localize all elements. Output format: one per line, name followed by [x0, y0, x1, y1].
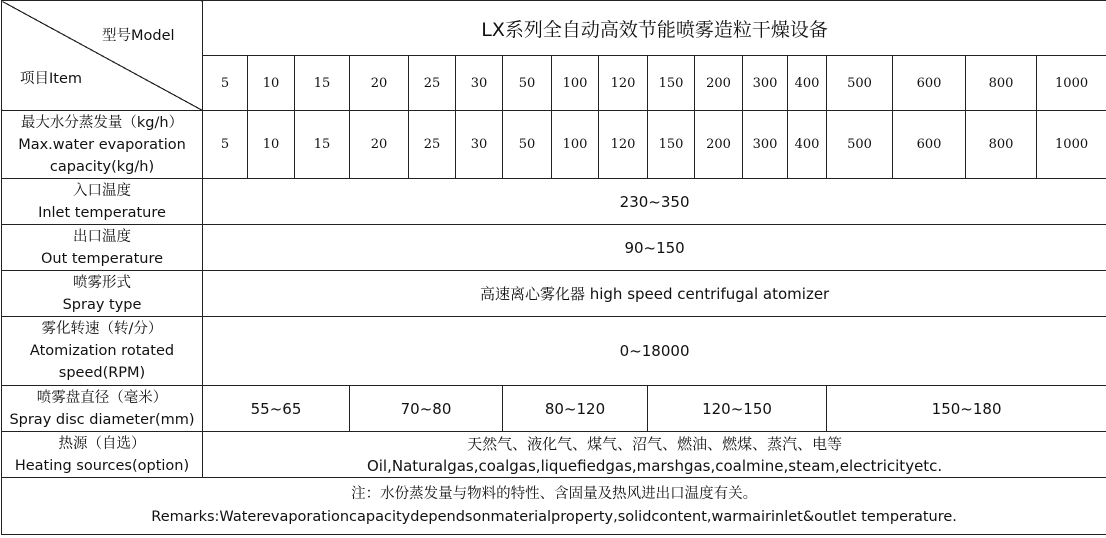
heating-row [2, 432, 1106, 478]
item-header-label: 项目Item [20, 71, 83, 87]
label-line: speed(RPM) [58, 365, 146, 381]
label-line: Spray disc diameter(mm) [9, 411, 195, 428]
model-cell: 400 [788, 56, 827, 111]
remarks-row [2, 478, 1106, 535]
heating-value [203, 432, 1106, 478]
spray-type-value: 高速离心雾化器 high speed centrifugal atomizer [203, 271, 1106, 317]
rpm-value: 0~18000 [203, 317, 1106, 386]
title-row [2, 1, 1106, 56]
rpm-row [2, 317, 1106, 386]
label-line: 出口温度 [73, 228, 131, 245]
label-line: 热源（自选） [58, 435, 146, 452]
model-cell: 25 [409, 56, 456, 111]
evaporation-value: 5 [203, 111, 248, 179]
model-cell: 20 [350, 56, 409, 111]
model-header-label: 型号Model [102, 28, 175, 44]
table-title: LX系列全自动高效节能喷雾造粒干燥设备 [203, 1, 1106, 56]
model-cell: 100 [552, 56, 599, 111]
evaporation-value: 25 [409, 111, 456, 179]
evaporation-label [2, 111, 203, 179]
evaporation-value: 800 [966, 111, 1037, 179]
label-line: 最大水分蒸发量（kg/h） [20, 114, 184, 131]
evaporation-value: 600 [893, 111, 966, 179]
evaporation-value: 20 [350, 111, 409, 179]
disc-value: 80~120 [503, 386, 648, 432]
inlet-value: 230~350 [203, 179, 1106, 225]
evaporation-value: 10 [248, 111, 295, 179]
header-diagonal-cell [2, 1, 203, 111]
evaporation-value: 15 [295, 111, 350, 179]
model-cell: 120 [599, 56, 648, 111]
remark-line-cn: 注：水份蒸发量与物料的特性、含固量及热风进出口温度有关。 [351, 486, 758, 502]
disc-value: 70~80 [350, 386, 503, 432]
spec-table [1, 0, 1106, 535]
model-cell: 5 [203, 56, 248, 111]
evaporation-value: 200 [695, 111, 743, 179]
value-line: 天然气、液化气、煤气、沼气、燃油、燃煤、蒸汽、电等 [467, 434, 843, 453]
label-line: 喷雾形式 [73, 274, 131, 291]
label-line: Spray type [62, 296, 142, 313]
label-line: Out temperature [40, 250, 164, 267]
heating-label [2, 432, 203, 478]
outlet-label [2, 225, 203, 271]
evaporation-value: 400 [788, 111, 827, 179]
label-line: 雾化转速（转/分） [41, 321, 163, 337]
evaporation-value: 300 [743, 111, 788, 179]
model-cell: 10 [248, 56, 295, 111]
remark-line-en: Remarks:Waterevaporationcapacitydependsonmaterialproperty,solidcontent,warmairinlet&outlet temperature. [151, 509, 957, 525]
model-cell: 600 [893, 56, 966, 111]
label-line: Atomization rotated [29, 343, 175, 359]
evaporation-value: 500 [827, 111, 893, 179]
outlet-row [2, 225, 1106, 271]
evaporation-row [2, 111, 1106, 179]
disc-value: 55~65 [203, 386, 350, 432]
model-cell: 15 [295, 56, 350, 111]
model-cell: 1000 [1037, 56, 1106, 111]
inlet-row [2, 179, 1106, 225]
disc-row [2, 386, 1106, 432]
model-cell: 200 [695, 56, 743, 111]
label-line: capacity(kg/h) [49, 158, 155, 175]
spray-type-label [2, 271, 203, 317]
model-cell: 50 [503, 56, 552, 111]
evaporation-value: 150 [648, 111, 695, 179]
value-line: Oil,Naturalgas,coalgas,liquefiedgas,marshgas,coalmine,steam,electricityetc. [366, 456, 943, 475]
evaporation-value: 120 [599, 111, 648, 179]
label-line: 入口温度 [73, 182, 131, 199]
model-cell: 500 [827, 56, 893, 111]
label-line: 喷雾盘直径（毫米） [36, 389, 168, 406]
spray-type-row [2, 271, 1106, 317]
label-line: Max.water evaporation [18, 136, 186, 153]
evaporation-value: 1000 [1037, 111, 1106, 179]
inlet-label [2, 179, 203, 225]
remarks-cell [2, 478, 1106, 535]
rpm-label [2, 317, 203, 386]
disc-value: 150~180 [827, 386, 1106, 432]
disc-value: 120~150 [648, 386, 827, 432]
model-cell: 300 [743, 56, 788, 111]
evaporation-value: 30 [456, 111, 503, 179]
disc-label [2, 386, 203, 432]
evaporation-value: 100 [552, 111, 599, 179]
model-cell: 800 [966, 56, 1037, 111]
label-line: Heating sources(option) [14, 457, 190, 474]
outlet-value: 90~150 [203, 225, 1106, 271]
label-line: Inlet temperature [38, 204, 166, 221]
evaporation-value: 50 [503, 111, 552, 179]
model-cell: 30 [456, 56, 503, 111]
model-cell: 150 [648, 56, 695, 111]
